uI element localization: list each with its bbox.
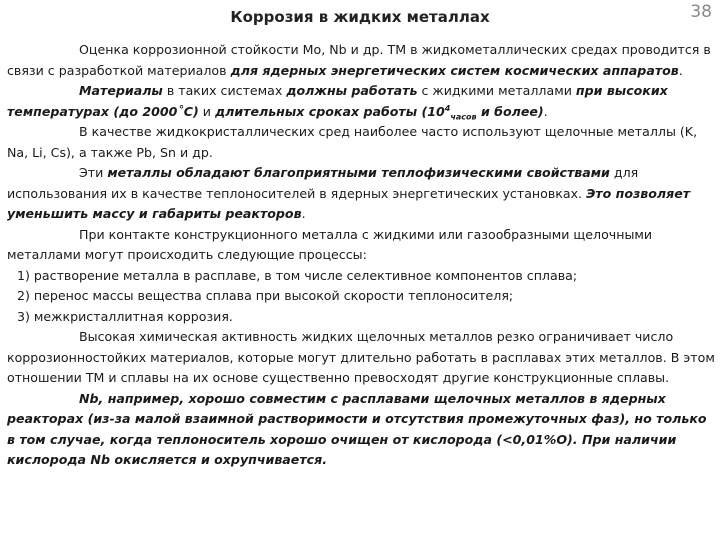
list-item: 3) межкристаллитная коррозия. (17, 308, 233, 324)
text-run: . (301, 206, 306, 221)
paragraph-intro (7, 40, 715, 81)
paragraph-processes: При контакте конструкционного металла с жидкими или газообразными щелочными металлами могут происходить следующие процессы: (7, 226, 653, 262)
text-run: . (678, 62, 683, 78)
text-run: . (543, 103, 548, 119)
paragraph-requirements (7, 81, 715, 122)
text-run: в таких системах (162, 83, 287, 98)
text-run: для использования их в качестве теплоносителей в ядерных энергетических установках. (7, 165, 639, 201)
text-run: Эти (79, 165, 108, 180)
emphasis-text: для ядерных энергетических систем космических аппаратов (230, 62, 679, 78)
emphasis-text: должны работать (286, 83, 418, 98)
text-run: и (198, 103, 215, 119)
emphasis-text: металлы обладают благоприятными теплофизическими свойствами (107, 165, 610, 180)
emphasis-text: и более) (476, 103, 544, 119)
subscript: часов (450, 112, 477, 122)
page-title: Коррозия в жидких металлах (230, 8, 490, 26)
text-run: Оценка коррозионной стойкости Mo, Nb и др. ТМ в жидкометаллических средах проводится в связи с разработкой материалов (7, 42, 711, 78)
paragraph-properties (7, 163, 715, 225)
paragraph-activity: Высокая химическая активность жидких щелочных металлов резко ограничивает число коррозионностойких материалов, которые могут длительно работать в расплавах этих металлов. В этом отношении ТМ и сплавы на их основе существенно превосходят другие конструкционные сплавы. (7, 329, 715, 385)
text-run: с жидкими металлами (417, 83, 576, 98)
emphasis-text: Это позволяет уменьшить массу и габариты реакторов (7, 185, 691, 221)
emphasis-text: Материалы (79, 83, 163, 98)
page-number: 38 (690, 2, 712, 22)
list-item: 2) перенос массы вещества сплава при высокой скорости теплоносителя; (17, 288, 514, 303)
paragraph-niobium: Nb, например, хорошо совместим с расплавами щелочных металлов в ядерных реакторах (из-за малой взаимной растворимости и отсутствия промежуточных фаз), но только в том случае, когда теплоноситель хорошо очищен от кислорода (<0,01%О). При наличии кислорода Nb окисляется и охрупчивается. (7, 390, 707, 467)
list-item: 1) растворение металла в расплаве, в том числе селективное компонентов сплава; (17, 267, 578, 283)
superscript: 4 (444, 103, 451, 113)
document-body (7, 40, 715, 471)
emphasis-text: длительных сроках работы (10 (214, 103, 445, 119)
paragraph-media: В качестве жидкокристаллических сред наиболее часто используют щелочные металлы (K, Na, Li, Cs), а также Pb, Sn и др. (7, 124, 698, 160)
emphasis-text: при высоких температурах (до 2000˚С) (7, 83, 668, 119)
